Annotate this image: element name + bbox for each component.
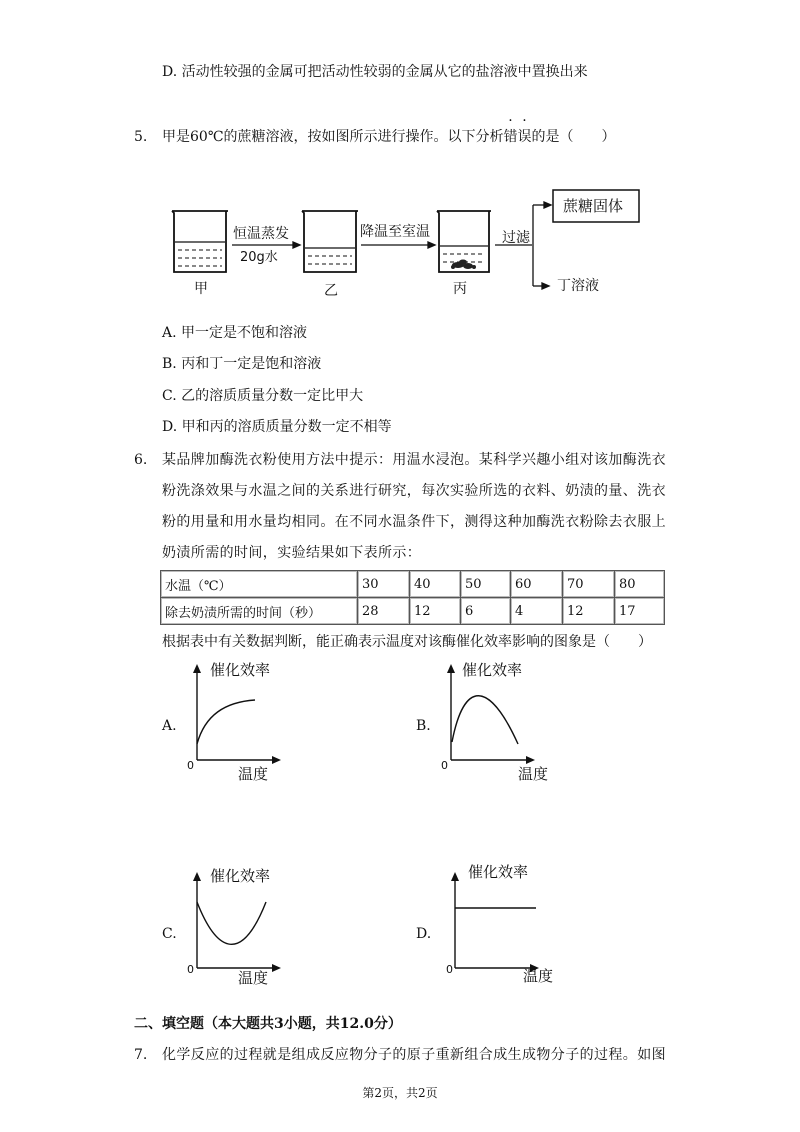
graph-c-ylabel: 催化效率	[210, 867, 271, 885]
table-cell: 4	[511, 598, 563, 625]
table-cell: 80	[615, 571, 665, 598]
graph-d-ylabel: 催化效率	[468, 863, 529, 881]
table-cell: 50	[461, 571, 511, 598]
graph-a-letter[interactable]: A.	[162, 718, 177, 734]
q5-option-b[interactable]: B. 丙和丁一定是饱和溶液	[162, 356, 322, 372]
step-evaporate-amount: 20g水	[240, 250, 278, 265]
graph-b-ylabel: 催化效率	[462, 661, 523, 679]
graph-d-letter[interactable]: D.	[416, 926, 432, 942]
graph-b-origin: 0	[441, 759, 448, 772]
output-sugar-solid: 蔗糖固体	[563, 197, 624, 215]
emphasis-char: 错	[503, 129, 518, 145]
q6-stem-line: 粉的用量和用水量均相同。在不同水温条件下，测得这种加酶洗衣粉除去衣服上	[162, 514, 666, 530]
table-cell: 水温（℃）	[161, 571, 358, 598]
graph-b-letter[interactable]: B.	[416, 718, 431, 734]
step-filter-label: 过滤	[502, 230, 530, 246]
table-cell: 12	[563, 598, 615, 625]
graph-c-letter[interactable]: C.	[162, 926, 177, 942]
table-cell: 除去奶渍所需的时间（秒）	[161, 598, 358, 625]
beaker-label-jia: 甲	[194, 281, 208, 297]
q6-stem-line: 粉洗涤效果与水温之间的关系进行研究，每次实验所选的衣料、奶渍的量、洗衣	[162, 483, 666, 499]
output-ding-solution: 丁溶液	[557, 278, 599, 294]
q7-stem: 化学反应的过程就是组成反应物分子的原子重新组合成生成物分子的过程。如图	[162, 1047, 666, 1063]
section-heading: 二、填空题（本大题共3小题，共12.0分）	[134, 1016, 402, 1032]
q6-question: 根据表中有关数据判断，能正确表示温度对该酶催化效率影响的图象是（ ）	[162, 634, 652, 650]
table-row	[161, 598, 665, 625]
step-evaporate-label: 恒温蒸发	[233, 226, 289, 242]
graph-c-xlabel: 温度	[238, 969, 269, 987]
graph-a-xlabel: 温度	[238, 765, 269, 783]
q5-number: 5.	[134, 129, 148, 145]
q5-option-a[interactable]: A. 甲一定是不饱和溶液	[162, 325, 308, 341]
q4-option-d: D. 活动性较强的金属可把活动性较弱的金属从它的盐溶液中置换出来	[162, 64, 588, 80]
q5-option-c[interactable]: C. 乙的溶质质量分数一定比甲大	[162, 388, 364, 404]
table-row	[161, 571, 665, 598]
table-cell: 70	[563, 571, 615, 598]
step-cool-label: 降温至室温	[360, 224, 430, 240]
q6-number: 6.	[134, 452, 148, 468]
graph-c-origin: 0	[187, 963, 194, 976]
graph-b-xlabel: 温度	[518, 765, 549, 783]
table-cell: 60	[511, 571, 563, 598]
page-footer: 第2页，共2页	[362, 1086, 438, 1100]
graph-d-origin: 0	[446, 963, 453, 976]
table-cell: 30	[358, 571, 410, 598]
beaker-label-bing: 丙	[453, 281, 467, 297]
emphasis-char: 误	[517, 129, 532, 145]
crystal-deposit	[451, 260, 476, 270]
q5-stem: 甲是60℃的蔗糖溶液，按如图所示进行操作。以下分析错误的是（ ）	[162, 129, 616, 145]
q6-stem-line: 某品牌加酶洗衣粉使用方法中提示：用温水浸泡。某科学兴趣小组对该加酶洗衣	[162, 452, 666, 468]
curve-valley	[197, 902, 266, 944]
curve-saturating	[197, 700, 255, 744]
q5-option-d[interactable]: D. 甲和丙的溶质质量分数一定不相等	[162, 419, 392, 435]
graph-a-origin: 0	[187, 759, 194, 772]
table-cell: 12	[410, 598, 461, 625]
table-cell: 17	[615, 598, 665, 625]
graph-d-xlabel: 温度	[523, 967, 554, 985]
q6-data-table	[160, 570, 665, 625]
table-cell: 6	[461, 598, 511, 625]
q6-stem-line: 奶渍所需的时间，实验结果如下表所示：	[162, 545, 422, 561]
table-cell: 28	[358, 598, 410, 625]
curve-peak	[452, 696, 518, 744]
q7-number: 7.	[134, 1047, 148, 1063]
table-cell: 40	[410, 571, 461, 598]
beaker-label-yi: 乙	[324, 283, 338, 299]
graph-a-ylabel: 催化效率	[210, 661, 271, 679]
